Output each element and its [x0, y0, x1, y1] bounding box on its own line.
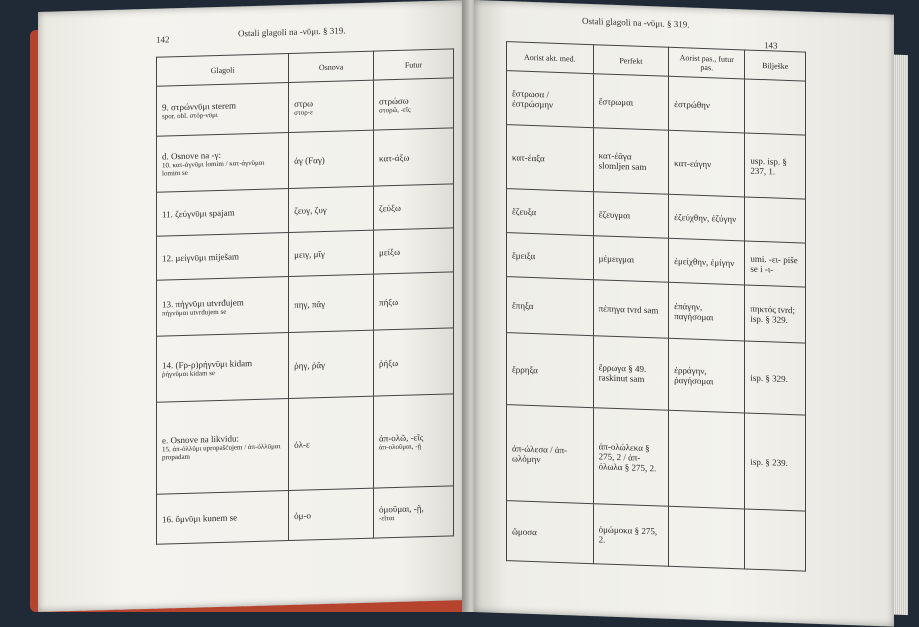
right-running-head: Ostali glagoli na -νῡμι. § 319. — [582, 15, 690, 30]
table-row — [157, 78, 454, 136]
cell-future — [374, 78, 454, 130]
table-row — [507, 405, 806, 511]
cell-verb-sub: spor. obl. στόρ-νῡμι — [162, 110, 218, 121]
table-row — [507, 277, 806, 343]
cell-future-sub: ἀπ-ολοῦμαι, -ῇ — [379, 441, 422, 451]
cell-aorist-pas — [669, 410, 745, 509]
cell-note — [745, 509, 806, 571]
col-header-perfekt: Perfekt — [593, 45, 669, 77]
cell-future: πήξω — [374, 272, 454, 330]
right-page-number: 143 — [764, 40, 778, 51]
cell-verb-main: e. Osnove na likvidu: — [162, 432, 239, 446]
left-running-head: Ostali glagoli na -νῡμι. § 319. — [238, 25, 346, 39]
cell-stem: ὀλ-ε — [289, 396, 374, 490]
cell-aorist: ἔπηξα — [507, 277, 594, 336]
cell-perfekt: ὀμώμοκα § 275, 2. — [593, 504, 669, 567]
cell-perfekt: μέμειγμαι — [593, 236, 669, 283]
cell-verb: 11. ζεύγνῡμι spajam — [157, 188, 289, 236]
cell-future-main: στρώσω — [379, 95, 409, 106]
cell-verb-main: d. Osnove na -γ: — [162, 149, 221, 162]
cell-future — [374, 394, 454, 488]
table-row — [507, 125, 806, 199]
cell-verb — [157, 276, 289, 336]
cell-verb-sub: ῥήγνῡμαι kidam se — [162, 368, 216, 379]
cell-verb-main: 9. στρώννῡμι sterem — [162, 99, 236, 113]
cell-aorist: ὤμοσα — [507, 501, 594, 564]
cell-stem-main: στρω — [294, 97, 314, 109]
cell-note: πηκτός tvrd; isp. § 329. — [745, 285, 806, 343]
cell-verb-main: 13. πήγνῡμι utvrđujem — [162, 296, 244, 310]
cell-stem: μειγ, μῐγ — [289, 230, 374, 276]
col-header-aorist-pas: Aorist pas., futur pas. — [669, 47, 745, 79]
cell-future-sub: στορῶ, -εῖς — [379, 105, 411, 114]
cell-note: umi. -ει- piše se i -ι- — [745, 241, 806, 287]
page-edges — [894, 55, 908, 615]
left-verb-table — [156, 48, 454, 544]
cell-aorist-pas: ἐρράγην, ῥαγήσομαι — [669, 338, 745, 413]
cell-note: isp. § 329. — [745, 341, 806, 415]
cell-note: isp. § 239. — [745, 413, 806, 511]
cell-verb-sub: πήγνῡμαι utvrđujem se — [162, 307, 227, 318]
cell-perfekt: κατ-έᾱγα slomljen sam — [593, 128, 669, 195]
col-header-futur: Futur — [374, 49, 454, 80]
cell-future-main: ὀμοῦμαι, -ῇ, — [379, 502, 424, 514]
cell-aorist: κατ-έαξα — [507, 125, 594, 192]
cell-note: usp. isp. § 237, 1. — [745, 133, 806, 199]
col-header-aorist: Aorist akt. med. — [507, 42, 594, 74]
left-page-number: 142 — [156, 34, 170, 45]
cell-verb-sub: 15. ἀπ-όλλῡμι upropašćujem / ἀπ-όλλῡμαι propadam — [162, 441, 281, 462]
cell-aorist-pas: ἐπάγην, παγήσομαι — [669, 282, 745, 341]
col-header-glagoli: Glagoli — [157, 53, 289, 86]
left-page — [38, 0, 466, 612]
cell-verb-main: 14. (Fρ-ρ)ρήγνῡμι kidam — [162, 357, 253, 371]
cell-verb-sub: 10. κατ-άγνῡμι lomim / κατ-άγνῡμαι lomim se — [162, 158, 265, 178]
cell-verb — [157, 132, 289, 192]
cell-perfekt: ἔστρωμαι — [593, 74, 669, 131]
cell-verb: 16. ὄμνῡμι kunem se — [157, 490, 289, 544]
cell-aorist: ἀπ-ώλεσα / ἀπ-ωλόμην — [507, 405, 594, 504]
table-row — [157, 328, 454, 402]
table-row — [507, 501, 806, 571]
cell-aorist: ἔμειξα — [507, 233, 594, 280]
cell-aorist-pas: ἐμείχθην, ἐμίγην — [669, 238, 745, 285]
table-row — [507, 333, 806, 415]
cell-verb: 12. μείγνῡμι miješam — [157, 232, 289, 280]
cell-stem — [289, 80, 374, 132]
cell-perfekt: ἔρρωγα § 49. raskinut sam — [593, 336, 669, 411]
cell-future-main: ἀπ-ολῶ, -εῖς — [379, 431, 424, 443]
cell-stem: ζευγ, ζυγ — [289, 186, 374, 232]
cell-aorist-pas: ἐστρώθην — [669, 76, 745, 133]
cell-future: κατ-άξω — [374, 128, 454, 186]
cell-future: ζεύξω — [374, 184, 454, 230]
cell-perfekt: ἔζευγμαι — [593, 192, 669, 239]
right-page — [474, 0, 894, 627]
table-row — [157, 272, 454, 336]
cell-perfekt: ἀπ-ολώλεκα § 275, 2 / ἀπ-όλωλα § 275, 2. — [593, 408, 669, 507]
cell-aorist-pas: ἐζεύχθην, ἐζύγην — [669, 194, 745, 241]
cell-note — [745, 197, 806, 243]
cell-stem-sub: στορ-ε — [294, 107, 314, 117]
cell-future-sub: -εῖται — [379, 513, 395, 522]
cell-aorist: ἔστρωσα / ἐστρώσμην — [507, 71, 594, 128]
cell-stem: ὀμ-ο — [289, 488, 374, 540]
cell-aorist: ἔρρηξα — [507, 333, 594, 408]
cell-future: μείξω — [374, 228, 454, 274]
cell-stem: ἀγ (Fαγ) — [289, 130, 374, 188]
cell-future — [374, 486, 454, 538]
cell-verb — [157, 82, 289, 136]
cell-verb — [157, 398, 289, 494]
cell-aorist-pas: κατ-εάγην — [669, 130, 745, 197]
cell-note — [745, 79, 806, 135]
table-row — [157, 486, 454, 544]
cell-perfekt: πέπηγα tvrd sam — [593, 280, 669, 339]
cell-stem: πηγ, πᾰγ — [289, 274, 374, 332]
col-header-osnova: Osnova — [289, 51, 374, 82]
cell-verb — [157, 332, 289, 402]
right-verb-table — [506, 41, 806, 571]
table-row — [157, 394, 454, 494]
col-header-biljeske: Bilješke — [745, 50, 806, 81]
cell-aorist-pas — [669, 506, 745, 569]
cell-aorist: ἔζευξα — [507, 189, 594, 236]
table-row — [157, 128, 454, 192]
cell-stem: ῥηγ, ῥᾰγ — [289, 330, 374, 398]
cell-future: ῥήξω — [374, 328, 454, 396]
